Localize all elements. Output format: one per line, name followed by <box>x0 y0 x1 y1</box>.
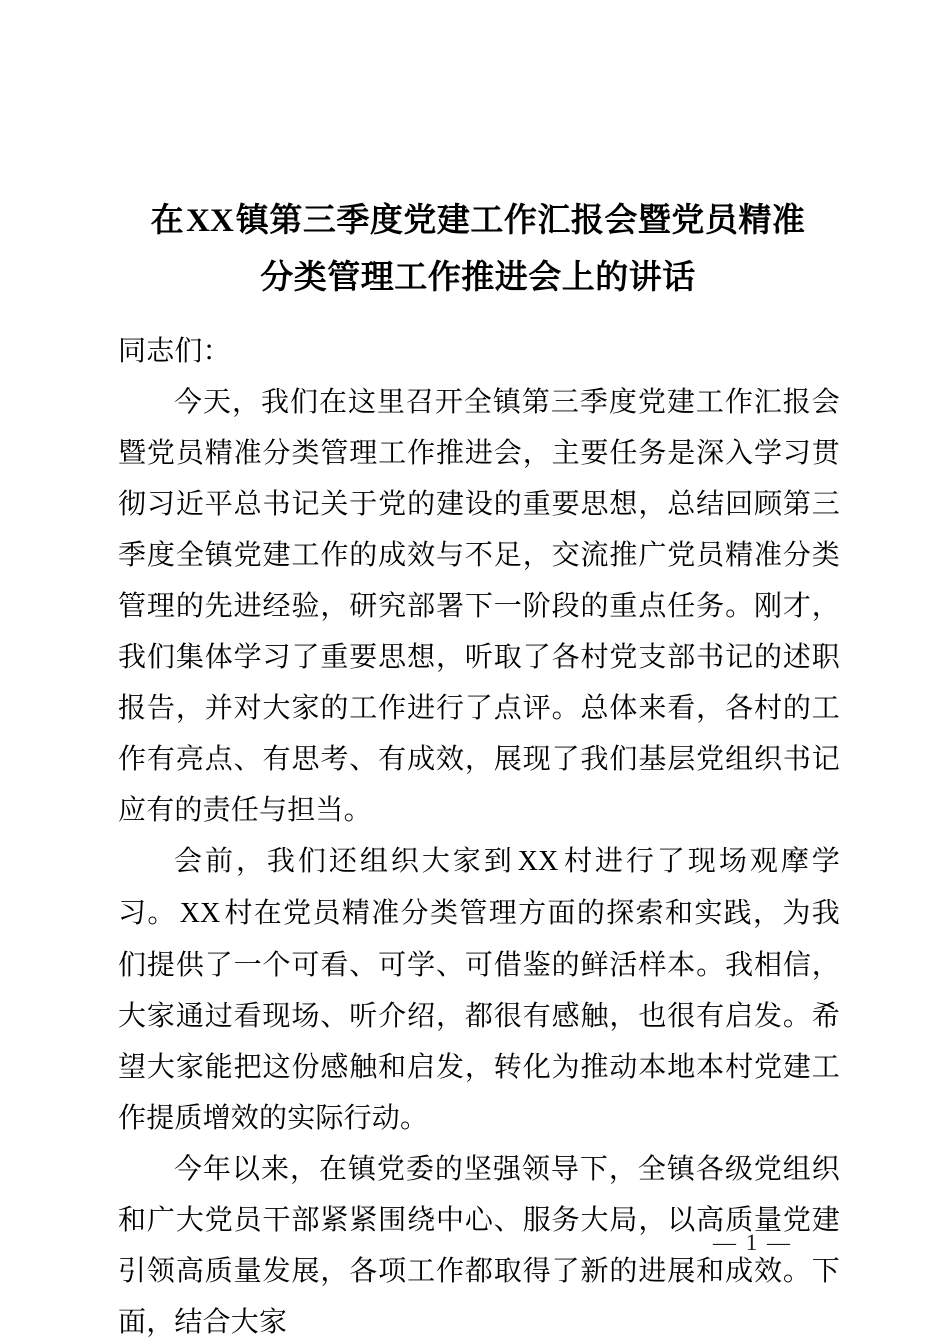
title-line1-prefix: 在 <box>150 201 185 239</box>
title-line1-suffix: 镇第三季度党建工作汇报会暨党员精准 <box>235 201 806 239</box>
para2-segment-2: 村进行了现场观摩学习。 <box>118 845 840 928</box>
para2-latin-placeholder-1: XX <box>517 846 559 877</box>
para2-segment-3: 村在党员精准分类管理方面的探索和实践，为我们提供了一个可看、可学、可借鉴的鲜活样本。我相信，大家通过看现场、听介绍，都很有感触，也很有启发。希望大家能把这份感触和启发，转化为推动本地本村党建工作提质增效的实际行动。 <box>118 897 841 1133</box>
page-number-footer: — 1 — <box>713 1230 792 1255</box>
title-line1-latin-placeholder: XX <box>186 203 234 240</box>
body-paragraph-3: 今年以来，在镇党委的坚强领导下，全镇各级党组织和广大党员干部紧紧围绕中心、服务大局，以高质量党建引领高质量发展，各项工作都取得了新的进展和成效。下面，结合大家 <box>118 1153 840 1337</box>
title-line-2: 分类管理工作推进会上的讲话 <box>260 258 696 296</box>
para2-segment-1: 会前，我们还组织大家到 <box>174 845 515 876</box>
title-line-1 <box>151 201 806 238</box>
document-body <box>118 325 840 1344</box>
body-paragraph-1: 今天，我们在这里召开全镇第三季度党建工作汇报会暨党员精准分类管理工作推进会，主要任务是深入学习贯彻习近平总书记关于党的建设的重要思想，总结回顾第三季度全镇党建工作的成效与不足，交流推广党员精准分类管理的先进经验，研究部署下一阶段的重点任务。刚才，我们集体学习了重要思想，听取了各村党支部书记的述职报告，并对大家的工作进行了点评。总体来看，各村的工作有亮点、有思考、有成效，展现了我们基层党组织书记应有的责任与担当。 <box>118 386 840 825</box>
document-title <box>118 192 838 304</box>
salutation-line: 同志们： <box>118 335 231 366</box>
body-paragraph-2 <box>118 835 840 1143</box>
para2-latin-placeholder-2: XX <box>179 898 221 929</box>
